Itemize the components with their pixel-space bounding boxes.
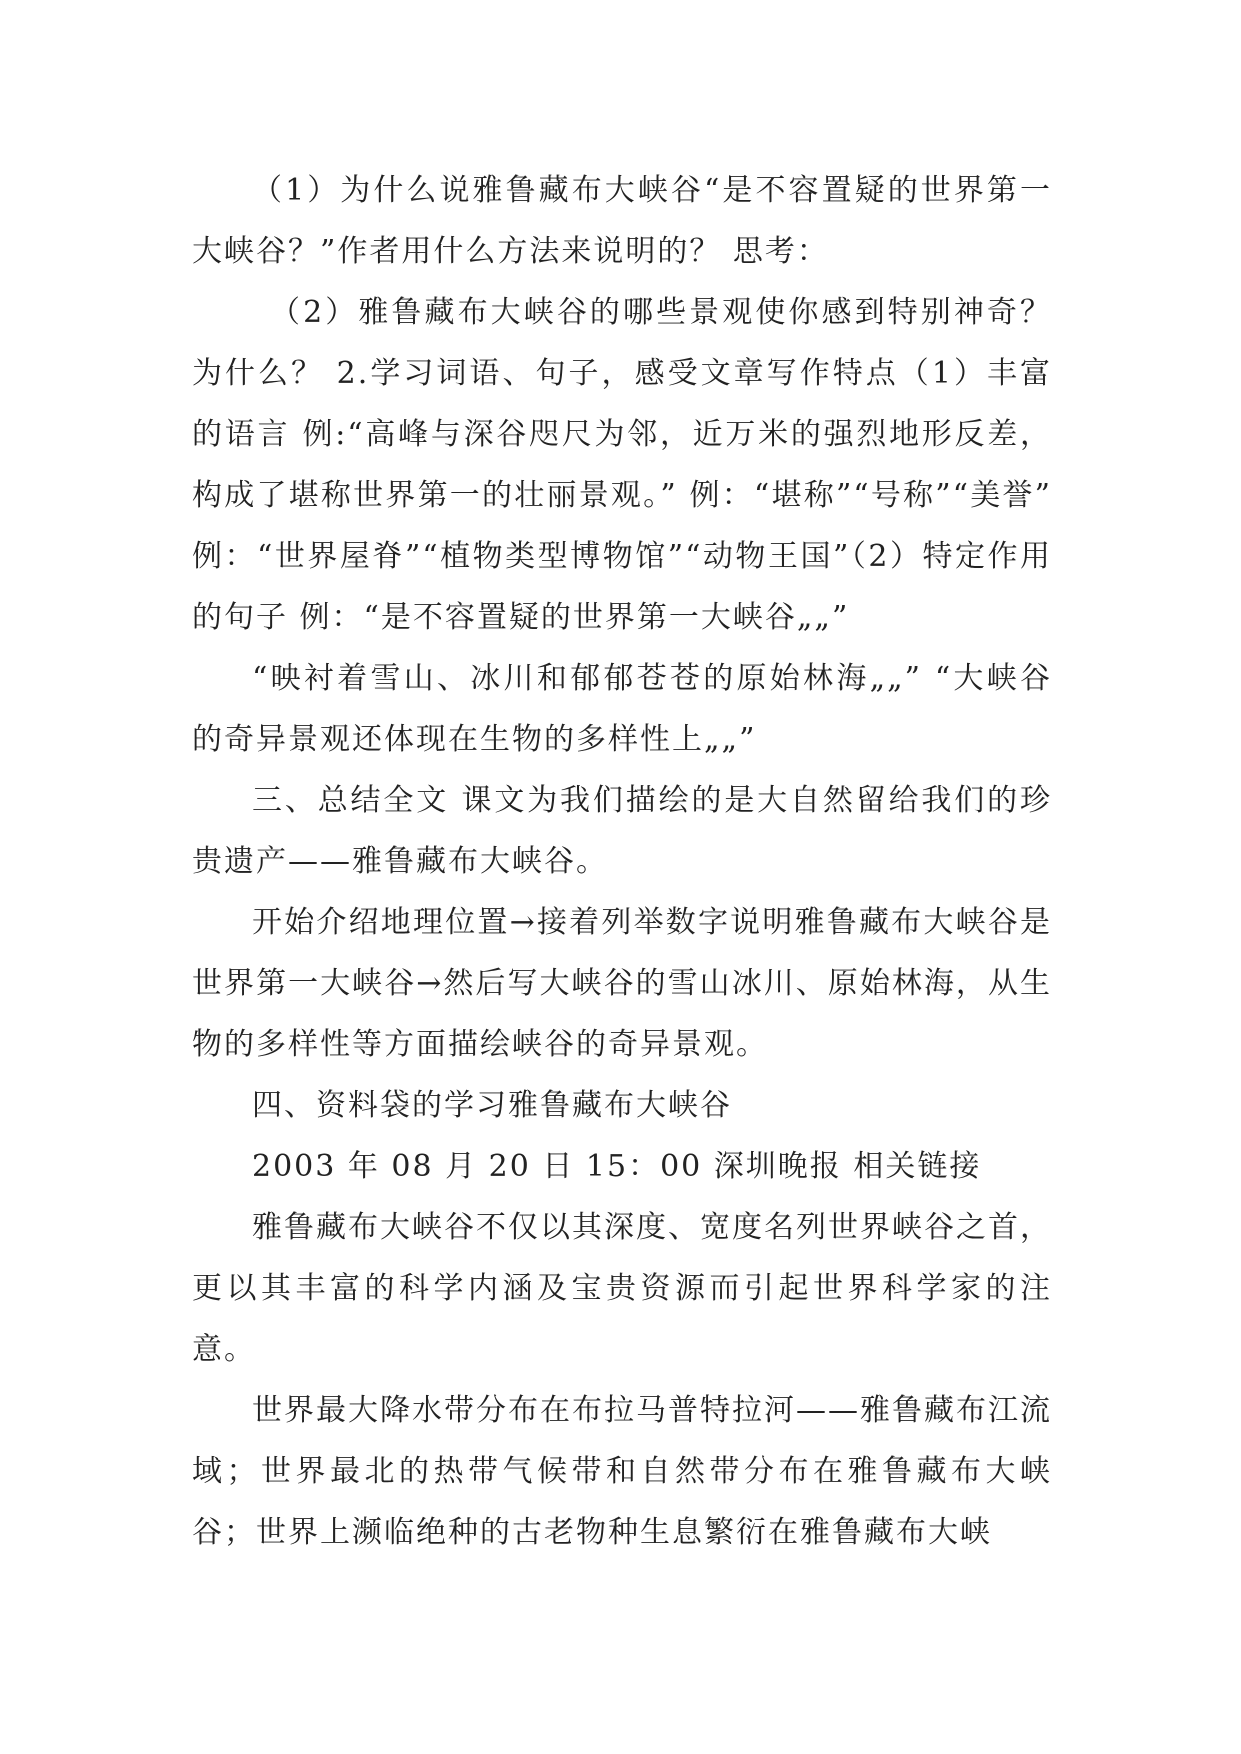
question-1-paragraph: （1）为什么说雅鲁藏布大峡谷“是不容置疑的世界第一大峡谷？”作者用什么方法来说明的？ 思考： xyxy=(192,173,1052,269)
canyon-facts-paragraph: 世界最大降水带分布在布拉马普特拉河——雅鲁藏布江流域；世界最北的热带气候带和自然带分布在雅鲁藏布大峡谷；世界上濒临绝种的古老物种生息繁衍在雅鲁藏布大峡 xyxy=(192,1393,1052,1550)
question-2-paragraph: （2）雅鲁藏布大峡谷的哪些景观使你感到特别神奇？为什么？ 2.学习词语、句子，感受文章写作特点（1）丰富的语言 例:“高峰与深谷咫尺为邻，近万米的强烈地形反差，构成了堪称世界第一的壮丽景观。” 例：“堪称”“号称”“美誉” 例：“世界屋脊”“植物类型博物馆”“动物王国”（2）特定作用的句子 例：“是不容置疑的世界第一大峡谷„„” xyxy=(192,295,1052,635)
structure-paragraph: 开始介绍地理位置→接着列举数字说明雅鲁藏布大峡谷是世界第一大峡谷→然后写大峡谷的雪山冰川、原始林海，从生物的多样性等方面描绘峡谷的奇异景观。 xyxy=(192,905,1052,1062)
resource-bag-heading: 四、资料袋的学习雅鲁藏布大峡谷 xyxy=(252,1088,732,1123)
document-page xyxy=(192,160,1052,1563)
source-dateline: 2003 年 08 月 20 日 15：00 深圳晚报 相关链接 xyxy=(252,1149,982,1184)
canyon-intro-paragraph: 雅鲁藏布大峡谷不仅以其深度、宽度名列世界峡谷之首，更以其丰富的科学内涵及宝贵资源而引起世界科学家的注意。 xyxy=(192,1210,1052,1367)
summary-heading-paragraph: 三、总结全文 课文为我们描绘的是大自然留给我们的珍贵遗产——雅鲁藏布大峡谷。 xyxy=(192,783,1052,879)
example-sentences-paragraph: “映衬着雪山、冰川和郁郁苍苍的原始林海„„” “大峡谷的奇异景观还体现在生物的多样性上„„” xyxy=(192,661,1052,757)
